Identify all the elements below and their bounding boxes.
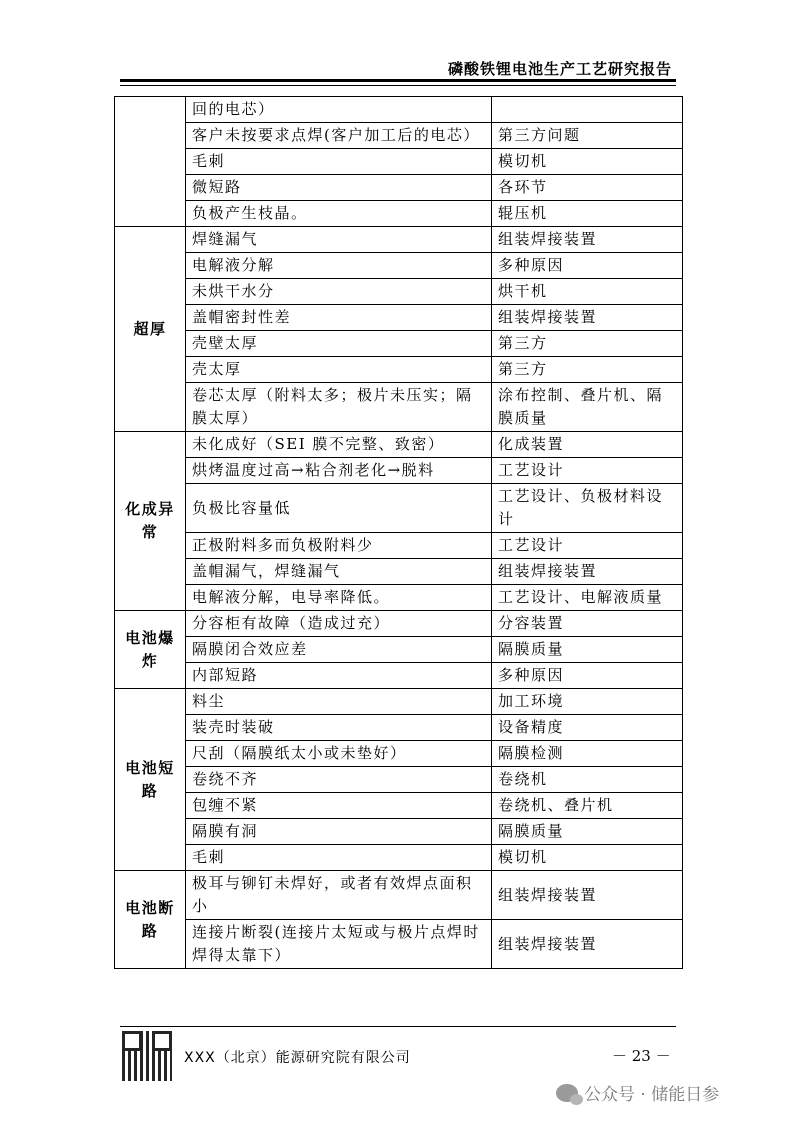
- table-row: [115, 484, 683, 533]
- cause-cell: 壳壁太厚: [186, 331, 492, 357]
- cause-cell: 隔膜闭合效应差: [186, 637, 492, 663]
- source-cell: 分容装置: [492, 611, 683, 637]
- table-row: [115, 279, 683, 305]
- table-row: [115, 331, 683, 357]
- cause-cell: 尺刮（隔膜纸太小或未垫好）: [186, 741, 492, 767]
- cause-cell: 负极比容量低: [186, 484, 492, 533]
- source-cell: 工艺设计、电解液质量: [492, 585, 683, 611]
- source-cell: 化成装置: [492, 432, 683, 458]
- table-row: [115, 767, 683, 793]
- category-cell: 电池短路: [115, 689, 186, 871]
- table-row: [115, 123, 683, 149]
- cause-cell: 正极附料多而负极附料少: [186, 533, 492, 559]
- source-cell: 加工环境: [492, 689, 683, 715]
- fault-table-body: [115, 97, 683, 969]
- source-cell: 工艺设计、负极材料设计: [492, 484, 683, 533]
- wechat-icon: [556, 1084, 578, 1102]
- table-row: [115, 458, 683, 484]
- cause-cell: 极耳与铆钉未焊好，或者有效焊点面积小: [186, 871, 492, 920]
- source-cell: 设备精度: [492, 715, 683, 741]
- table-row: [115, 432, 683, 458]
- table-row: [115, 201, 683, 227]
- footer-rule: [120, 1026, 676, 1027]
- cause-cell: 未烘干水分: [186, 279, 492, 305]
- cause-cell: 微短路: [186, 175, 492, 201]
- cause-cell: 客户未按要求点焊(客户加工后的电芯）: [186, 123, 492, 149]
- table-row: [115, 611, 683, 637]
- cause-cell: 盖帽漏气，焊缝漏气: [186, 559, 492, 585]
- cause-cell: 料尘: [186, 689, 492, 715]
- watermark: [556, 1080, 719, 1105]
- header-rule-thin: [120, 85, 676, 86]
- table-row: [115, 149, 683, 175]
- table-row: [115, 533, 683, 559]
- table-row: [115, 715, 683, 741]
- table-row: [115, 819, 683, 845]
- cause-cell: 卷绕不齐: [186, 767, 492, 793]
- source-cell: 卷绕机、叠片机: [492, 793, 683, 819]
- source-cell: 模切机: [492, 149, 683, 175]
- category-cell: [115, 97, 186, 227]
- table-row: [115, 663, 683, 689]
- cause-cell: 毛刺: [186, 845, 492, 871]
- source-cell: 各环节: [492, 175, 683, 201]
- cause-cell: 包缠不紧: [186, 793, 492, 819]
- source-cell: 多种原因: [492, 663, 683, 689]
- category-cell: 超厚: [115, 227, 186, 432]
- source-cell: 工艺设计: [492, 533, 683, 559]
- fault-table: [114, 96, 683, 969]
- table-row: [115, 689, 683, 715]
- table-row: [115, 175, 683, 201]
- watermark-text: 公众号 · 储能日参: [584, 1085, 720, 1105]
- source-cell: 组装焊接装置: [492, 920, 683, 969]
- source-cell: 组装焊接装置: [492, 227, 683, 253]
- table-row: [115, 637, 683, 663]
- company-name: XXX（北京）能源研究院有限公司: [184, 1050, 411, 1066]
- table-row: [115, 920, 683, 969]
- header-title: 磷酸铁锂电池生产工艺研究报告: [447, 60, 672, 78]
- cause-cell: 盖帽密封性差: [186, 305, 492, 331]
- source-cell: 第三方: [492, 357, 683, 383]
- table-row: [115, 305, 683, 331]
- cause-cell: 电解液分解，电导率降低。: [186, 585, 492, 611]
- cause-cell: 装壳时装破: [186, 715, 492, 741]
- table-row: [115, 253, 683, 279]
- table-row: [115, 871, 683, 920]
- source-cell: 工艺设计: [492, 458, 683, 484]
- cause-cell: 回的电芯）: [186, 97, 492, 123]
- source-cell: 模切机: [492, 845, 683, 871]
- source-cell: 隔膜质量: [492, 819, 683, 845]
- category-cell: 电池爆炸: [115, 611, 186, 689]
- cause-cell: 壳太厚: [186, 357, 492, 383]
- table-row: [115, 845, 683, 871]
- source-cell: 第三方: [492, 331, 683, 357]
- cause-cell: 电解液分解: [186, 253, 492, 279]
- source-cell: 隔膜质量: [492, 637, 683, 663]
- cause-cell: 内部短路: [186, 663, 492, 689]
- source-cell: 隔膜检测: [492, 741, 683, 767]
- source-cell: 组装焊接装置: [492, 305, 683, 331]
- table-row: [115, 97, 683, 123]
- table-row: [115, 227, 683, 253]
- source-cell: 多种原因: [492, 253, 683, 279]
- source-cell: 卷绕机: [492, 767, 683, 793]
- cause-cell: 焊缝漏气: [186, 227, 492, 253]
- cause-cell: 卷芯太厚（附料太多；极片未压实；隔膜太厚）: [186, 383, 492, 432]
- table-row: [115, 559, 683, 585]
- table-row: [115, 793, 683, 819]
- category-cell: 化成异常: [115, 432, 186, 611]
- source-cell: [492, 97, 683, 123]
- cause-cell: 分容柜有故障（造成过充）: [186, 611, 492, 637]
- source-cell: 组装焊接装置: [492, 871, 683, 920]
- table-row: [115, 357, 683, 383]
- page-number: － 23 －: [612, 1047, 671, 1065]
- cause-cell: 毛刺: [186, 149, 492, 175]
- cause-cell: 连接片断裂(连接片太短或与极片点焊时焊得太靠下）: [186, 920, 492, 969]
- header-rule-thick: [120, 79, 676, 82]
- cause-cell: 隔膜有洞: [186, 819, 492, 845]
- source-cell: 组装焊接装置: [492, 559, 683, 585]
- cause-cell: 负极产生枝晶。: [186, 201, 492, 227]
- source-cell: 辊压机: [492, 201, 683, 227]
- qr-code-icon: [122, 1031, 172, 1081]
- category-cell: 电池断路: [115, 871, 186, 969]
- source-cell: 第三方问题: [492, 123, 683, 149]
- table-row: [115, 383, 683, 432]
- source-cell: 烘干机: [492, 279, 683, 305]
- cause-cell: 未化成好（SEI 膜不完整、致密）: [186, 432, 492, 458]
- cause-cell: 烘烤温度过高→粘合剂老化→脱料: [186, 458, 492, 484]
- table-row: [115, 741, 683, 767]
- source-cell: 涂布控制、叠片机、隔膜质量: [492, 383, 683, 432]
- table-row: [115, 585, 683, 611]
